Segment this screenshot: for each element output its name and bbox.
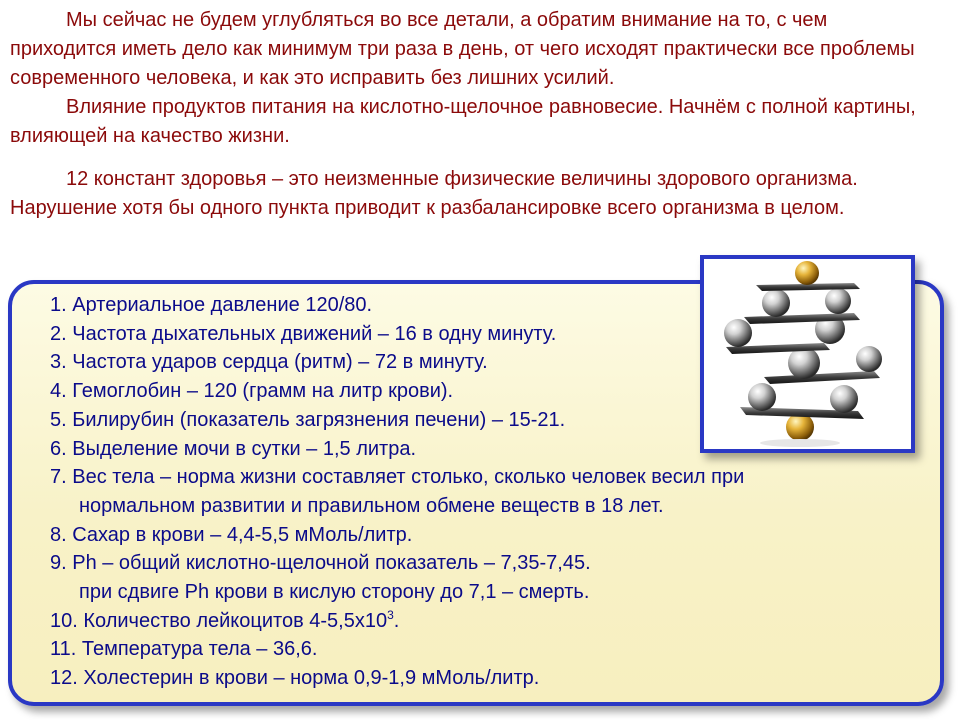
intro-text — [10, 6, 930, 223]
list-item: 1. Артериальное давление 120/80. — [50, 294, 373, 316]
list-item: 4. Гемоглобин – 120 (грамм на литр крови). — [50, 380, 454, 403]
intro-paragraph-1: Мы сейчас не будем углубляться во все детали, а обратим внимание на то, с чем приходится иметь дело как минимум три раза в день, от чего исходят практически все проблемы современного человека, и как это исправить без лишних усилий. — [10, 9, 915, 89]
leukocytes-text: 10. Количество лейкоцитов 4-5,5х10 — [50, 609, 388, 632]
leukocytes-exponent: 3 — [387, 607, 394, 622]
list-item-continuation: нормальном развитии и правильном обмене веществ в 18 лет. — [79, 494, 664, 517]
list-item: 12. Холестерин в крови – норма 0,9-1,9 мМоль/литр. — [50, 667, 540, 690]
intro-paragraph-3: 12 констант здоровья – это неизменные физические величины здорового организма. Нарушение хотя бы одного пункта приводит к разбалансировке всего организма в целом. — [10, 168, 858, 219]
list-item — [50, 607, 930, 636]
list-item: 6. Выделение мочи в сутки – 1,5 литра. — [50, 437, 417, 460]
list-item: 11. Температура тела – 36,6. — [50, 638, 318, 661]
intro-paragraph-2: Влияние продуктов питания на кислотно-щелочное равновесие. Начнём с полной картины, влияющей на качество жизни. — [10, 96, 916, 147]
list-item: 3. Частота ударов сердца (ритм) – 72 в минуту. — [50, 351, 488, 374]
list-item: 2. Частота дыхательных движений – 16 в одну минуту. — [50, 322, 557, 345]
balance-spheres-image — [700, 255, 915, 453]
list-item-continuation: при сдвиге Ph крови в кислую сторону до 7,1 – смерть. — [79, 581, 590, 604]
balancing-spheres-icon — [704, 259, 911, 449]
list-item: 7. Вес тела – норма жизни составляет столько, сколько человек весил при — [50, 466, 745, 489]
leukocytes-period: . — [393, 609, 400, 632]
list-item: 5. Билирубин (показатель загрязнения печени) – 15-21. — [50, 408, 566, 431]
list-item: 8. Сахар в крови – 4,4-5,5 мМоль/литр. — [50, 523, 413, 546]
list-item: 9. Ph – общий кислотно-щелочной показатель – 7,35-7,45. — [50, 552, 591, 575]
